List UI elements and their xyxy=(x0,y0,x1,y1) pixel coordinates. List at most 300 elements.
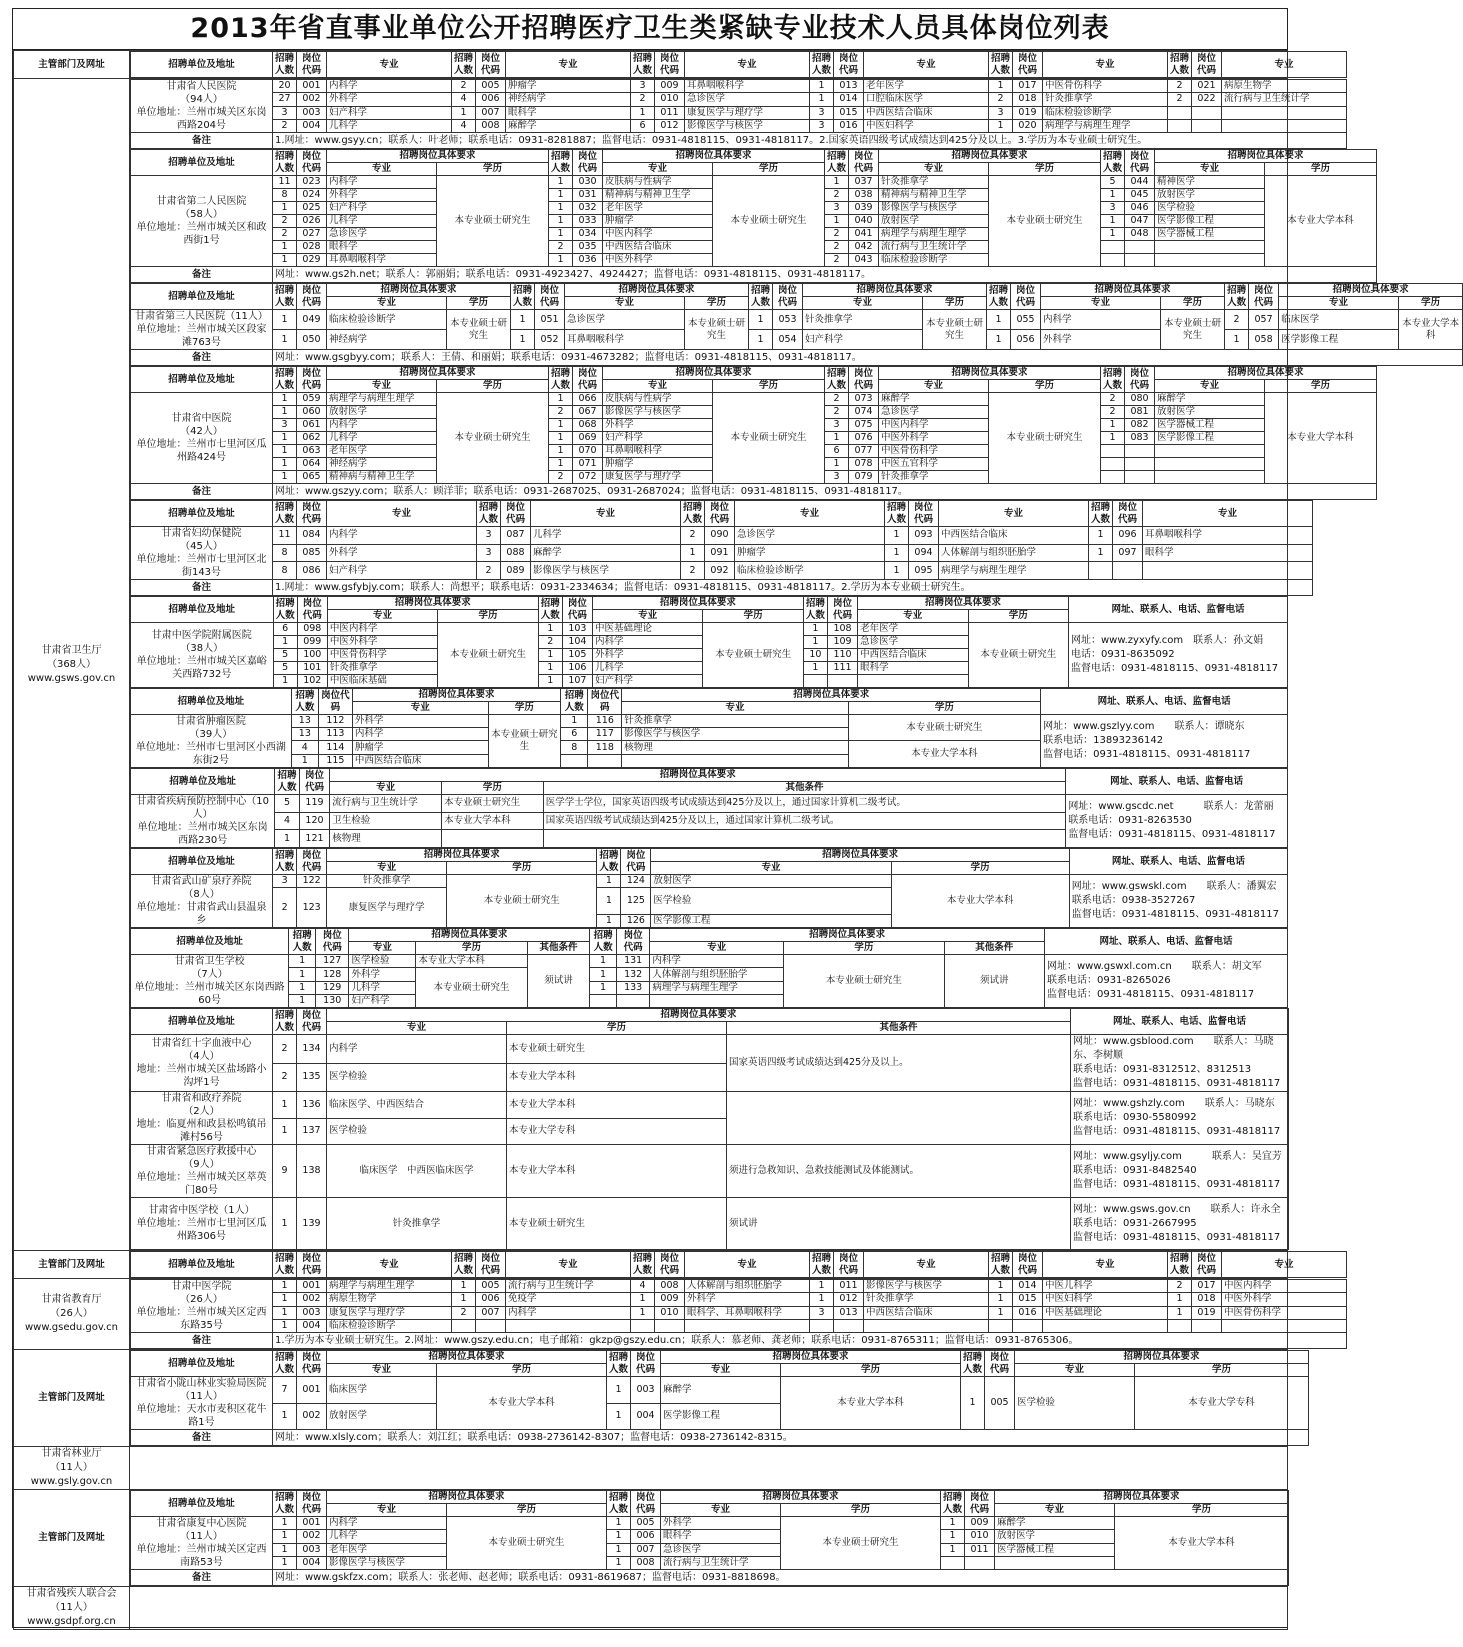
count-cell: 1 xyxy=(1089,527,1113,545)
header-code: 岗位代码 xyxy=(655,1252,685,1278)
unit-address: 单位地址：兰州市七里河区小西湖东街2号 xyxy=(135,742,286,766)
other-cell: 医学学士学位，国家英语四级考试成绩达到425分及以上，通过国家计算机二级考试。 xyxy=(543,795,1066,813)
major-cell: 临床医学、中西医结合 xyxy=(327,1092,507,1119)
code-cell: 059 xyxy=(297,393,327,406)
code-cell: 080 xyxy=(1125,393,1155,406)
code-cell: 007 xyxy=(476,1306,506,1319)
count-cell xyxy=(941,1556,965,1569)
code-cell: 013 xyxy=(834,80,864,93)
major-cell: 中医儿科学 xyxy=(1043,1280,1168,1293)
note-text: 网址：www.gsgbyy.com；联系人：王倩、和丽娟；联系电话：0931-4673282；监督电话：0931-4818115、0931-4818117。 xyxy=(273,350,1463,366)
code-cell: 041 xyxy=(849,228,879,241)
major-cell: 皮肤病与性病学 xyxy=(603,176,713,189)
code-cell: 100 xyxy=(297,649,327,662)
department-name: 甘肃省残疾人联合会 xyxy=(26,1588,117,1599)
code-cell: 094 xyxy=(909,544,939,562)
code-cell: 126 xyxy=(621,915,651,928)
major-cell: 临床检验诊断学 xyxy=(327,310,447,330)
contact-line: 监督电话：0931-4818115、0931-4818117 xyxy=(1070,663,1279,674)
count-cell: 1 xyxy=(941,1543,965,1556)
major-cell xyxy=(1222,1319,1347,1332)
count-cell: 2 xyxy=(1101,406,1125,419)
major-cell: 耳鼻咽喉科学 xyxy=(565,330,685,350)
major-cell: 人体解剖与组织胚胎学 xyxy=(650,968,784,982)
code-cell: 121 xyxy=(299,830,330,848)
header-count: 招聘人数 xyxy=(810,1252,834,1278)
header-major: 专业 xyxy=(349,942,416,955)
major-cell: 麻醉学 xyxy=(661,1377,781,1404)
major-cell: 内科学 xyxy=(352,728,488,741)
edu-cell: 本专业硕士研究生 xyxy=(848,715,1040,741)
table-row xyxy=(131,1491,1289,1504)
count-cell: 5 xyxy=(273,649,297,662)
header-code: 岗位代码 xyxy=(849,367,879,393)
unit-info xyxy=(131,1377,273,1430)
count-cell: 8 xyxy=(561,741,588,755)
major-cell: 肿瘤学 xyxy=(506,80,631,93)
code-cell: 009 xyxy=(965,1517,995,1530)
count-cell xyxy=(1101,458,1125,471)
major-cell: 免疫学 xyxy=(506,1293,631,1306)
count-cell: 1 xyxy=(273,445,297,458)
count-cell: 1 xyxy=(631,1293,655,1306)
code-cell: 105 xyxy=(562,649,592,662)
major-cell: 医学器械工程 xyxy=(1155,228,1265,241)
header-edu: 学历 xyxy=(989,380,1101,393)
unit-count: （11人） xyxy=(180,1391,223,1402)
code-cell: 118 xyxy=(588,741,622,755)
contact-line: 监督电话：0931-4818115、0931-4818117 xyxy=(1043,749,1251,760)
count-cell: 2 xyxy=(1101,393,1125,406)
code-cell: 066 xyxy=(573,393,603,406)
code-cell: 130 xyxy=(316,995,349,1008)
major-cell: 妇产科学 xyxy=(327,106,452,119)
table-row xyxy=(131,176,1377,189)
code-cell: 107 xyxy=(562,675,592,688)
section-table xyxy=(130,1490,1289,1586)
header-edu: 学历 xyxy=(713,380,825,393)
table-row xyxy=(131,310,1463,330)
table-row xyxy=(131,52,1347,78)
code-cell: 049 xyxy=(297,310,327,330)
header-count: 招聘人数 xyxy=(273,52,297,78)
table-row xyxy=(131,1319,1347,1332)
major-cell: 放射医学 xyxy=(1155,406,1265,419)
edu-cell: 本专业硕士研究生 xyxy=(442,795,544,813)
header-code: 岗位代码 xyxy=(297,1252,327,1278)
count-cell: 1 xyxy=(549,419,573,432)
header-count: 招聘人数 xyxy=(273,1252,297,1278)
header-code: 岗位代码 xyxy=(476,1252,506,1278)
count-cell: 7 xyxy=(273,1377,297,1404)
header-major: 专业 xyxy=(327,610,437,623)
major-cell: 医学检验 xyxy=(327,1118,507,1145)
header-unit: 招聘单位及地址 xyxy=(131,1351,273,1377)
count-cell: 2 xyxy=(273,215,297,228)
unit-address: 单位地址：兰州市城关区东岗西路230号 xyxy=(137,822,268,846)
department-header-row xyxy=(14,1251,1288,1279)
count-cell xyxy=(1101,471,1125,484)
unit-address: 单位地址：甘肃省武山县温泉乡 xyxy=(136,902,267,926)
header-major: 专业 xyxy=(879,163,989,176)
page-title: 2013年省直事业单位公开招聘医疗卫生类紧缺专业技术人员具体岗位列表 xyxy=(13,9,1287,50)
header-major: 专业 xyxy=(506,1252,631,1278)
unit-info xyxy=(131,1280,273,1333)
code-cell: 133 xyxy=(616,982,649,995)
count-cell: 1 xyxy=(825,176,849,189)
unit-info xyxy=(131,955,289,1008)
header-edu: 学历 xyxy=(713,163,825,176)
major-cell: 医学影像工程 xyxy=(1279,330,1399,350)
unit-count: （2人） xyxy=(183,1106,220,1117)
code-cell: 063 xyxy=(297,445,327,458)
major-cell: 内科学 xyxy=(650,955,784,968)
header-code: 岗位代码 xyxy=(297,284,327,310)
count-cell: 1 xyxy=(273,675,297,688)
code-cell: 098 xyxy=(297,623,327,636)
header-unit: 招聘单位及地址 xyxy=(131,1252,273,1278)
edu-cell: 本专业大学本科 xyxy=(781,1377,961,1430)
count-cell: 1 xyxy=(452,1293,476,1306)
recruitment-table xyxy=(13,50,1460,1630)
header-requirements: 招聘岗位具体要求 xyxy=(327,1491,607,1504)
table-row xyxy=(131,367,1377,380)
code-cell: 034 xyxy=(573,228,603,241)
code-cell: 029 xyxy=(297,254,327,267)
outer-table xyxy=(13,50,1460,1630)
table-row xyxy=(131,580,1313,596)
major-cell: 口腔临床医学 xyxy=(864,93,989,106)
code-cell: 036 xyxy=(573,254,603,267)
code-cell: 076 xyxy=(849,432,879,445)
major-cell: 病理学与病理生理学 xyxy=(1043,119,1168,132)
major-cell: 临床医学 中西医临床医学 xyxy=(327,1145,507,1198)
count-cell: 1 xyxy=(273,241,297,254)
count-cell: 2 xyxy=(538,636,562,649)
header-edu: 学历 xyxy=(989,163,1101,176)
count-cell: 1 xyxy=(1168,1306,1192,1319)
count-cell: 1 xyxy=(561,715,588,728)
header-code: 岗位代码 xyxy=(297,150,327,176)
count-cell: 2 xyxy=(989,93,1013,106)
count-cell: 11 xyxy=(273,527,297,545)
header-count: 招聘人数 xyxy=(1168,52,1192,78)
count-cell: 1 xyxy=(681,544,705,562)
table-row xyxy=(131,544,1313,562)
code-cell: 001 xyxy=(297,1377,327,1404)
count-cell: 2 xyxy=(273,1063,297,1092)
code-cell xyxy=(1192,1319,1222,1332)
code-cell xyxy=(1013,1319,1043,1332)
department-row xyxy=(14,1279,1288,1350)
department-content xyxy=(130,1447,1288,1490)
code-cell: 112 xyxy=(318,715,352,728)
edu-cell: 本专业硕士研究生 xyxy=(713,393,825,484)
code-cell: 124 xyxy=(621,875,651,888)
header-unit: 招聘单位及地址 xyxy=(131,929,289,955)
header-count: 招聘人数 xyxy=(1089,501,1113,527)
header-major: 专业 xyxy=(864,52,989,78)
table-row xyxy=(131,715,1288,728)
major-cell: 神经病学 xyxy=(327,330,447,350)
major-cell: 影像医学与核医学 xyxy=(864,1280,989,1293)
count-cell: 1 xyxy=(273,1092,297,1119)
contact-line: 监督电话：0931-4818115、0931-4818117 xyxy=(1073,1231,1281,1243)
major-cell: 针灸推拿学 xyxy=(622,715,848,728)
major-cell: 医学影像工程 xyxy=(1155,432,1265,445)
count-cell: 2 xyxy=(273,228,297,241)
edu-cell: 本专业硕士研究生 xyxy=(438,623,538,688)
major-cell: 病原生物学 xyxy=(1222,80,1347,93)
contact-line: 监督电话：0931-4818115、0931-4818117 xyxy=(1073,1179,1281,1190)
table-row xyxy=(131,150,1377,163)
header-count: 招聘人数 xyxy=(273,501,297,527)
header-count: 招聘人数 xyxy=(273,367,297,393)
major-cell: 康复医学与理疗学 xyxy=(685,106,810,119)
section-table xyxy=(130,1350,1309,1446)
header-requirements: 招聘岗位具体要求 xyxy=(327,1351,607,1364)
code-cell: 103 xyxy=(562,623,592,636)
unit-info xyxy=(131,1145,273,1198)
code-cell: 013 xyxy=(834,1306,864,1319)
major-cell: 急诊医学 xyxy=(565,310,685,330)
count-cell: 1 xyxy=(607,1377,631,1404)
count-cell: 1 xyxy=(941,1530,965,1543)
code-cell: 055 xyxy=(1011,310,1041,330)
header-other: 其他条件 xyxy=(944,942,1044,955)
major-cell: 针灸推拿学 xyxy=(879,176,989,189)
header-requirements: 招聘岗位具体要求 xyxy=(1279,284,1463,297)
header-requirements: 招聘岗位具体要求 xyxy=(1155,150,1377,163)
major-cell: 中医基础理论 xyxy=(592,623,702,636)
major-cell: 针灸推拿学 xyxy=(803,310,923,330)
major-cell: 放射医学 xyxy=(995,1530,1115,1543)
header-code: 岗位代码 xyxy=(631,1491,661,1517)
header-requirements: 招聘岗位具体要求 xyxy=(1041,284,1225,297)
count-cell: 2 xyxy=(681,562,705,580)
major-cell: 麻醉学 xyxy=(1155,393,1265,406)
unit-count: （7人） xyxy=(191,969,228,980)
count-cell xyxy=(561,755,588,768)
edu-cell: 本专业大学本科 xyxy=(416,955,527,968)
code-cell: 010 xyxy=(655,1306,685,1319)
major-cell: 针灸推拿学 xyxy=(879,471,989,484)
header-major: 专业 xyxy=(327,1364,437,1377)
table-row xyxy=(131,562,1313,580)
header-count: 招聘人数 xyxy=(810,52,834,78)
major-cell: 核物理 xyxy=(622,741,848,755)
unit-count: （8人） xyxy=(183,889,220,900)
table-row xyxy=(131,1009,1289,1022)
count-cell: 1 xyxy=(549,202,573,215)
code-cell: 019 xyxy=(1192,1306,1222,1319)
code-cell: 086 xyxy=(297,562,327,580)
header-edu: 学历 xyxy=(416,942,527,955)
edu-cell: 本专业硕士研究生 xyxy=(989,176,1101,267)
major-cell: 急诊医学 xyxy=(735,527,885,545)
header-major: 专业 xyxy=(506,52,631,78)
count-cell: 1 xyxy=(1101,228,1125,241)
count-cell xyxy=(989,1319,1013,1332)
count-cell: 13 xyxy=(291,715,318,728)
count-cell: 1 xyxy=(273,310,297,330)
table-row xyxy=(131,875,1288,888)
department-count: （26人） xyxy=(50,1308,93,1319)
contact-line: 网址：www.gshzly.com 联系人：马晓东 xyxy=(1073,1098,1275,1109)
header-edu: 学历 xyxy=(447,862,597,875)
header-count: 招聘人数 xyxy=(273,284,297,310)
major-cell: 中医内科学 xyxy=(327,623,437,636)
count-cell: 1 xyxy=(607,1403,631,1430)
count-cell: 1 xyxy=(825,458,849,471)
section-table xyxy=(130,1008,1289,1250)
code-cell: 061 xyxy=(297,419,327,432)
header-code: 岗位代码 xyxy=(1125,367,1155,393)
major-cell: 中医外科学 xyxy=(1222,1293,1347,1306)
count-cell: 1 xyxy=(549,432,573,445)
header-dept: 主管部门及网址 xyxy=(14,51,130,79)
edu-cell: 本专业大学本科 xyxy=(507,1063,727,1092)
unit-name: 甘肃省肿瘤医院 xyxy=(175,716,246,727)
count-cell: 1 xyxy=(273,458,297,471)
major-cell: 医学影像工程 xyxy=(1155,215,1265,228)
code-cell: 073 xyxy=(849,393,879,406)
count-cell: 1 xyxy=(989,1280,1013,1293)
header-code: 岗位代码 xyxy=(573,150,603,176)
count-cell: 1 xyxy=(885,562,909,580)
code-cell: 047 xyxy=(1125,215,1155,228)
major-cell: 老年医学 xyxy=(603,202,713,215)
header-count: 招聘人数 xyxy=(549,150,573,176)
code-cell: 096 xyxy=(1113,527,1143,545)
code-cell: 004 xyxy=(297,1319,327,1332)
count-cell: 1 xyxy=(538,649,562,662)
edu-cell: 本专业硕士研究生 xyxy=(507,1198,727,1250)
count-cell: 2 xyxy=(549,471,573,484)
code-cell: 018 xyxy=(1013,93,1043,106)
major-cell: 中西医结合临床 xyxy=(864,1306,989,1319)
code-cell: 006 xyxy=(476,1293,506,1306)
count-cell: 2 xyxy=(549,241,573,254)
department-info xyxy=(14,79,130,1251)
header-unit: 招聘单位及地址 xyxy=(131,689,292,715)
count-cell xyxy=(631,1319,655,1332)
header-unit: 招聘单位及地址 xyxy=(131,501,273,527)
table-row xyxy=(131,93,1347,106)
header-count: 招聘人数 xyxy=(1225,284,1249,310)
code-cell: 007 xyxy=(476,106,506,119)
count-cell: 1 xyxy=(289,995,316,1008)
count-cell: 1 xyxy=(549,445,573,458)
header-edu: 学历 xyxy=(442,782,544,795)
contact-line: 网址：www.gswxl.com.cn 联系人：胡文军 xyxy=(1046,961,1262,972)
header-requirements: 招聘岗位具体要求 xyxy=(603,367,825,380)
count-cell: 1 xyxy=(1101,419,1125,432)
edu-cell: 本专业硕士研究生 xyxy=(713,176,825,267)
count-cell: 1 xyxy=(273,202,297,215)
unit-address: 单位地址：天水市麦积区花牛路1号 xyxy=(136,1404,267,1428)
table-row xyxy=(131,1252,1347,1278)
unit-name: 甘肃省康复中心医院 xyxy=(156,1518,247,1529)
unit-address: 地址：兰州市城关区盐场路小沟坪1号 xyxy=(136,1064,267,1088)
count-cell: 1 xyxy=(1101,215,1125,228)
major-cell: 耳鼻咽喉科学 xyxy=(1143,527,1313,545)
code-cell: 090 xyxy=(705,527,735,545)
count-cell: 4 xyxy=(452,93,476,106)
header-code: 岗位代码 xyxy=(1125,150,1155,176)
code-cell: 132 xyxy=(616,968,649,982)
major-cell: 医学器械工程 xyxy=(995,1543,1115,1556)
department-header-row xyxy=(14,1350,1288,1447)
header-code: 岗位代码 xyxy=(299,769,330,795)
major-cell: 针灸推拿学 xyxy=(1043,93,1168,106)
major-cell: 医学检验 xyxy=(1155,202,1265,215)
major-cell: 流行病与卫生统计学 xyxy=(1222,93,1347,106)
major-cell: 康复医学与理疗学 xyxy=(327,888,447,928)
department-count: （11人） xyxy=(50,1602,93,1613)
code-cell xyxy=(1125,471,1155,484)
major-cell xyxy=(1155,445,1265,458)
contact-line: 监督电话：0931-4818115、0931-4818117 xyxy=(1071,909,1279,920)
code-cell: 017 xyxy=(1013,80,1043,93)
note-text: 1.网址：www.gsyy.cn；联系人：叶老师；联系电话：0931-8281887；监督电话：0931-4818115、0931-4818117。2.国家英语四级考试成绩达到425分及以上。3.学历为本专业硕士研究生。 xyxy=(273,133,1347,149)
contact-line: 监督电话：0931-4818115、0931-4818117 xyxy=(1073,1126,1281,1137)
count-cell: 3 xyxy=(273,106,297,119)
major-cell: 病理学与病理生理学 xyxy=(327,393,437,406)
major-cell: 影像医学与核医学 xyxy=(531,562,681,580)
note-label: 备注 xyxy=(131,484,273,500)
count-cell: 1 xyxy=(549,458,573,471)
header-count: 招聘人数 xyxy=(987,284,1011,310)
unit-count: （4人） xyxy=(183,1051,220,1062)
count-cell: 1 xyxy=(987,330,1011,350)
major-cell xyxy=(650,995,784,1008)
header-edu: 学历 xyxy=(1399,297,1463,310)
code-cell: 077 xyxy=(849,445,879,458)
count-cell: 2 xyxy=(452,1306,476,1319)
count-cell: 1 xyxy=(549,254,573,267)
header-count: 招聘人数 xyxy=(273,849,297,875)
code-cell: 072 xyxy=(573,471,603,484)
major-cell: 精神病与精神卫生学 xyxy=(603,189,713,202)
major-cell: 急诊医学 xyxy=(661,1543,781,1556)
table-row xyxy=(131,284,1463,297)
count-cell: 1 xyxy=(452,1280,476,1293)
unit-name: 甘肃省武山矿泉疗养院 xyxy=(151,876,252,887)
header-code: 岗位代码 xyxy=(655,52,685,78)
code-cell: 024 xyxy=(297,189,327,202)
other-cell: 须试讲 xyxy=(727,1198,1071,1250)
code-cell: 093 xyxy=(909,527,939,545)
count-cell: 1 xyxy=(607,1543,631,1556)
code-cell: 008 xyxy=(476,119,506,132)
count-cell: 1 xyxy=(273,330,297,350)
header-major: 专业 xyxy=(531,501,681,527)
code-cell: 091 xyxy=(705,544,735,562)
header-requirements: 招聘岗位具体要求 xyxy=(592,597,803,610)
unit-address: 单位地址：兰州市城关区和政西街1号 xyxy=(136,222,267,246)
code-cell xyxy=(827,675,857,688)
edu-cell: 本专业大学本科 xyxy=(1399,310,1463,350)
major-cell: 放射医学 xyxy=(327,406,437,419)
major-cell: 内科学 xyxy=(327,527,477,545)
header-major: 专业 xyxy=(1155,380,1265,393)
unit-count: （26人） xyxy=(180,1294,223,1305)
major-cell: 妇产科学 xyxy=(349,995,416,1008)
major-cell: 急诊医学 xyxy=(685,93,810,106)
major-cell: 影像医学与核医学 xyxy=(685,119,810,132)
major-cell: 儿科学 xyxy=(327,119,452,132)
